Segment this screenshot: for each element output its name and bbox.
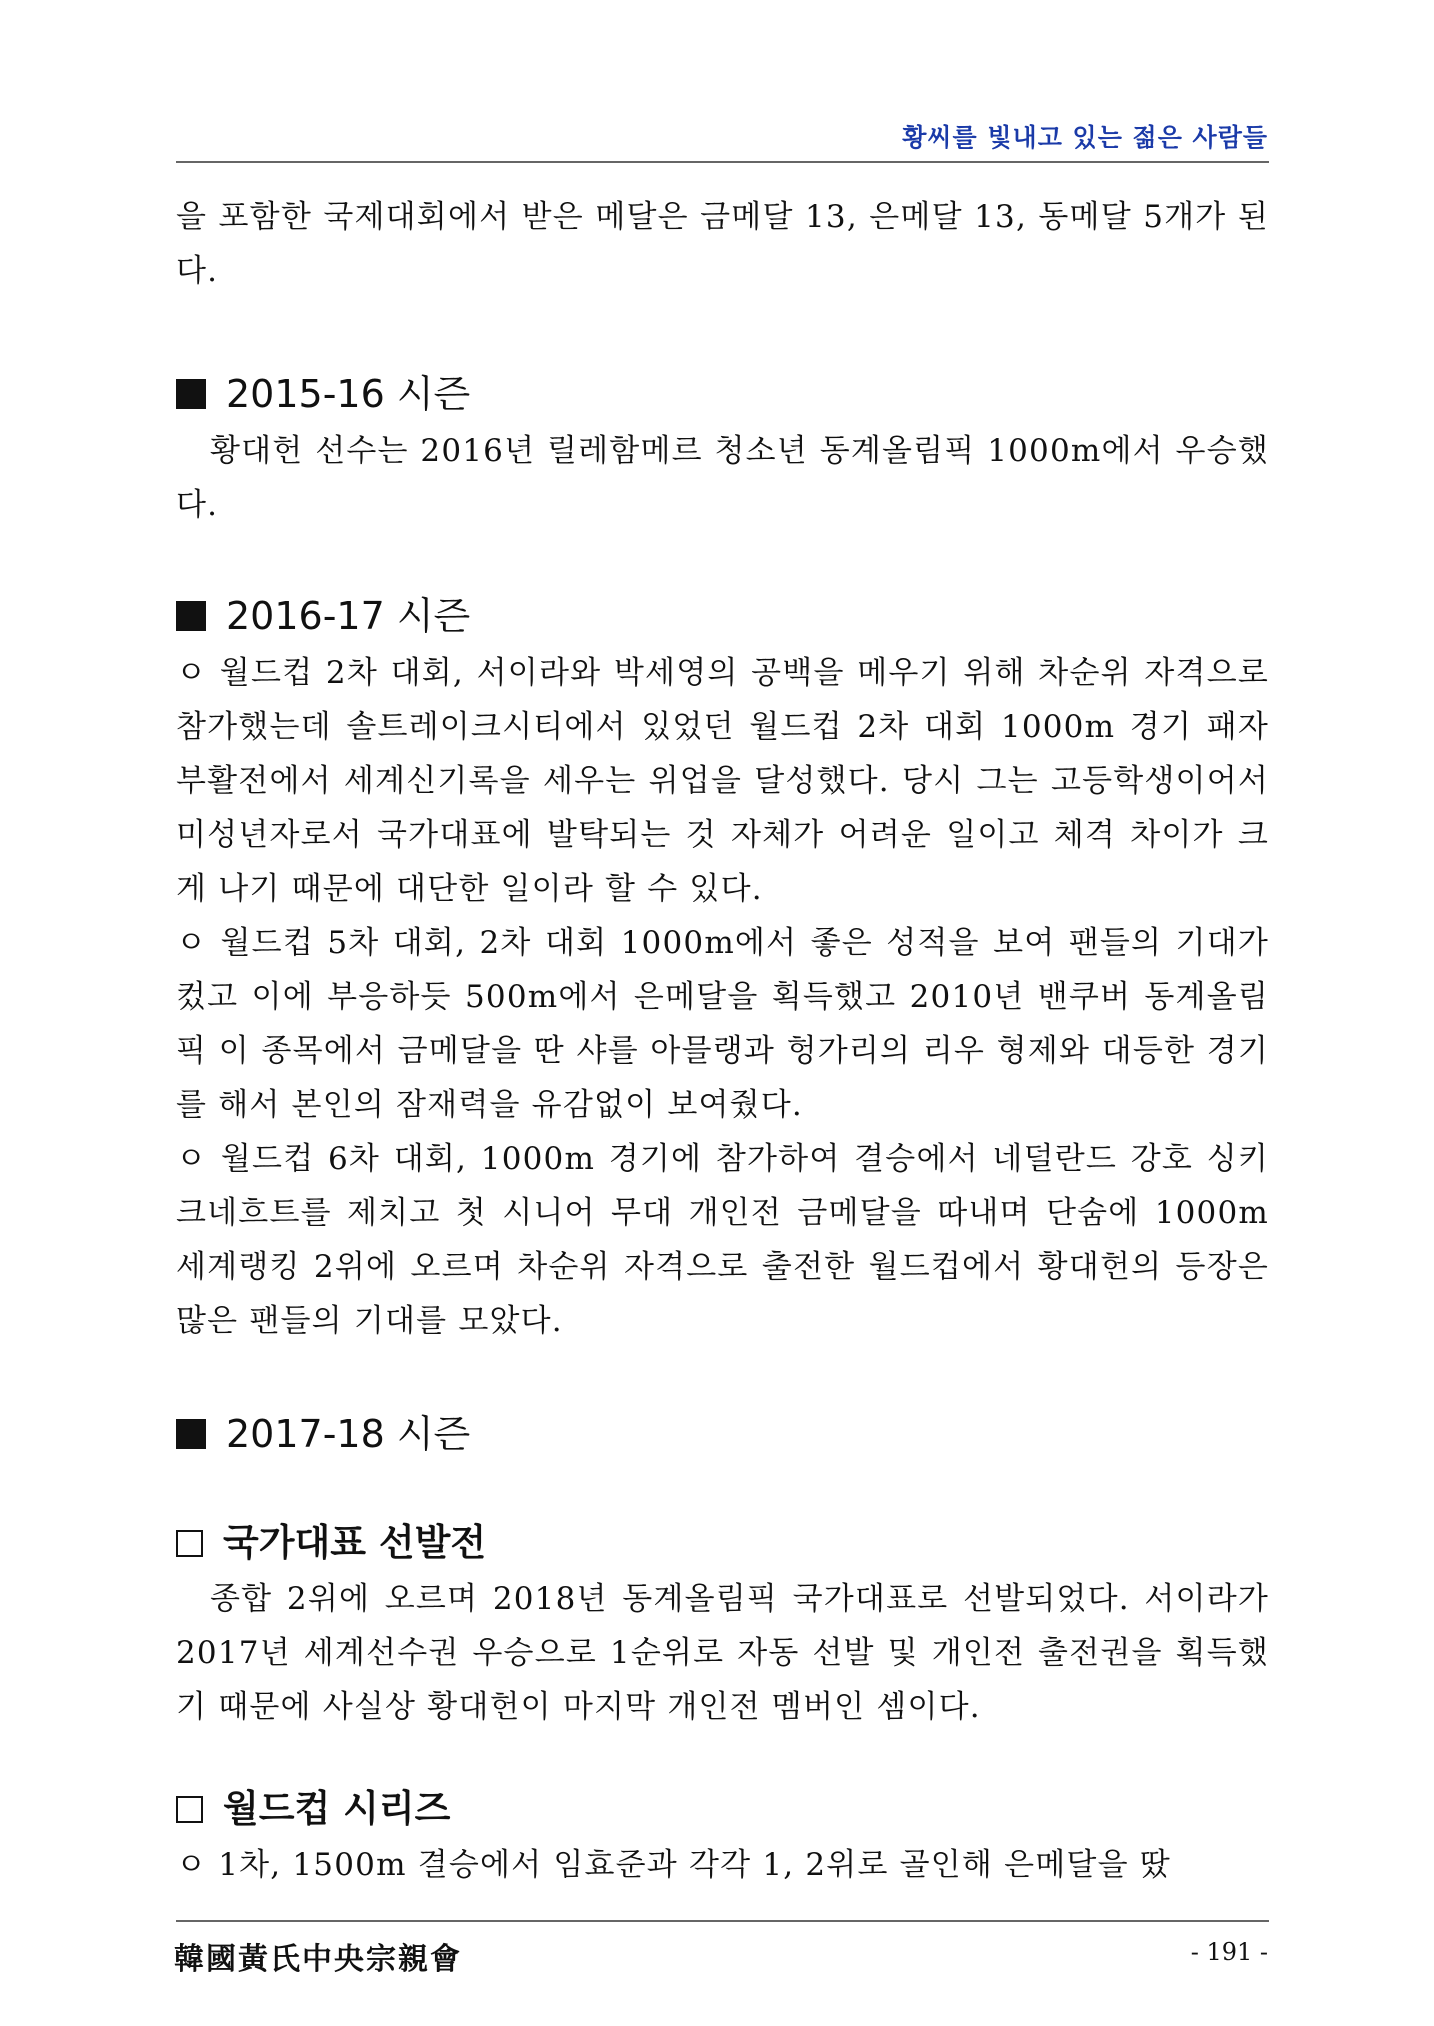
section-2015-16-paragraph: 황대헌 선수는 2016년 릴레함메르 청소년 동계올림픽 1000m에서 우승했다. <box>176 433 1269 523</box>
list-item: ㅇ 월드컵 2차 대회, 서이라와 박세영의 공백을 메우기 위해 차순위 자격으로 참가했는데 솔트레이크시티에서 있었던 월드컵 2차 대회 1000m 경기 패자부활전에서 세계신기록을 세우는 위업을 달성했다. 당시 그는 고등학생이어서 미성년자로서 국가대표에 발탁되는 것 자체가 어려운 일이고 체격 차이가 크게 나기 때문에 대단한 일이라 할 수 있다. <box>176 655 1269 907</box>
selection-paragraph: 종합 2위에 오르며 2018년 동계올림픽 국가대표로 선발되었다. 서이라가 2017년 세계선수권 우승으로 1순위로 자동 선발 및 개인전 출전권을 획득했기 때문에 사실상 황대헌이 마지막 개인전 멤버인 셈이다. <box>176 1581 1269 1725</box>
section-heading-text: 2016-17 시즌 <box>226 594 471 638</box>
section-heading-text: 2015-16 시즌 <box>226 372 471 416</box>
footer-organization: 韓國黃氏中央宗親會 <box>174 1942 462 1977</box>
subsection-heading-worldcup <box>176 1780 1269 1838</box>
section-heading-2017-18 <box>176 1404 1269 1464</box>
subsection-heading-text: 월드컵 시리즈 <box>223 1787 451 1830</box>
running-header-title: 황씨를 빛내고 있는 젊은 사람들 <box>902 123 1268 152</box>
page-body <box>176 190 1269 1892</box>
subsection-heading-text: 국가대표 선발전 <box>223 1521 487 1564</box>
section-heading-2016-17 <box>176 586 1269 646</box>
footer-rule <box>176 1920 1269 1922</box>
filled-square-bullet-icon <box>176 1419 206 1449</box>
empty-square-bullet-icon <box>176 1530 203 1557</box>
subsection-heading-selection <box>176 1514 1269 1572</box>
filled-square-bullet-icon <box>176 601 206 631</box>
intro-paragraph: 을 포함한 국제대회에서 받은 메달은 금메달 13, 은메달 13, 동메달 5개가 된다. <box>176 199 1269 289</box>
filled-square-bullet-icon <box>176 379 206 409</box>
list-item: ㅇ 1차, 1500m 결승에서 임효준과 각각 1, 2위로 골인해 은메달을 땄 <box>176 1847 1171 1883</box>
header-rule <box>176 161 1269 163</box>
section-heading-2015-16 <box>176 364 1269 424</box>
empty-square-bullet-icon <box>176 1796 203 1823</box>
section-heading-text: 2017-18 시즌 <box>226 1412 471 1456</box>
list-item: ㅇ 월드컵 5차 대회, 2차 대회 1000m에서 좋은 성적을 보여 팬들의 기대가 컸고 이에 부응하듯 500m에서 은메달을 획득했고 2010년 밴쿠버 동계올림픽 이 종목에서 금메달을 딴 샤를 아믈랭과 헝가리의 리우 형제와 대등한 경기를 해서 본인의 잠재력을 유감없이 보여줬다. <box>176 925 1269 1123</box>
page-number: - 191 - <box>1190 1938 1268 1966</box>
list-item: ㅇ 월드컵 6차 대회, 1000m 경기에 참가하여 결승에서 네덜란드 강호 싱키 크네흐트를 제치고 첫 시니어 무대 개인전 금메달을 따내며 단숨에 1000m 세계랭킹 2위에 오르며 차순위 자격으로 출전한 월드컵에서 황대헌의 등장은 많은 팬들의 기대를 모았다. <box>176 1141 1269 1339</box>
